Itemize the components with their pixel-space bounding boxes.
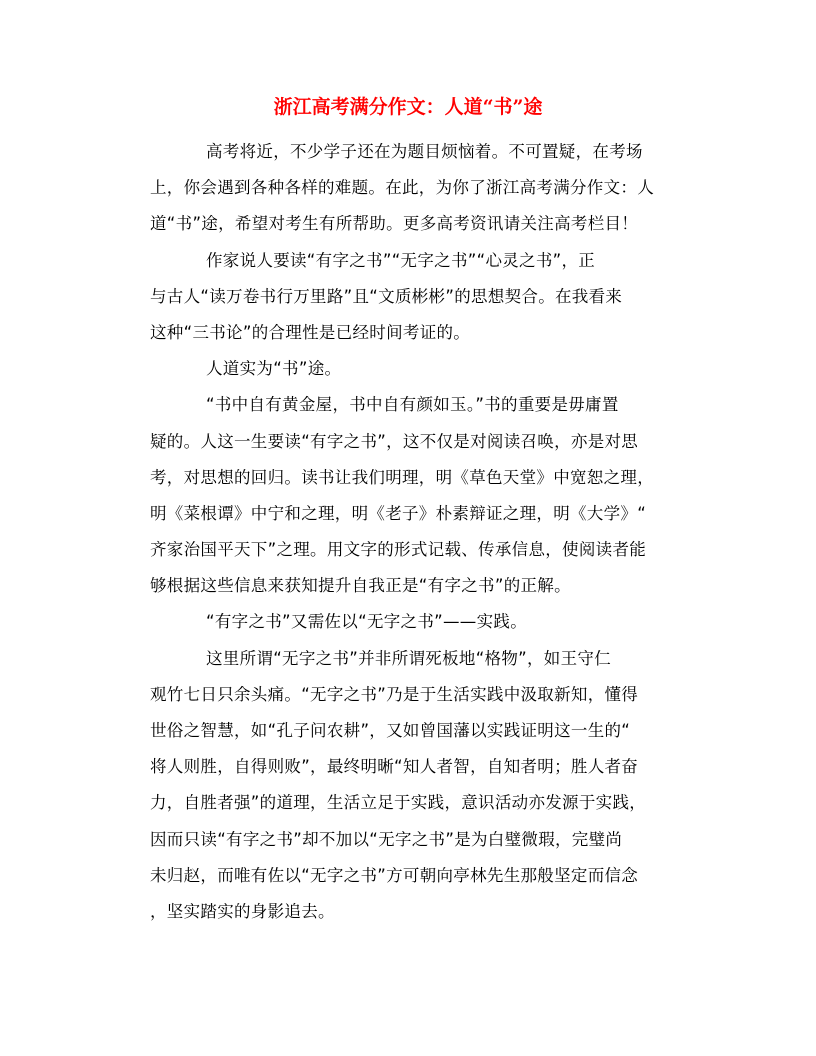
page-title: 浙江高考满分作文：人道“书”途 — [273, 96, 543, 118]
paragraph-line: 因而只读“有字之书”却不加以“无字之书”是为白璧微瑕，完璧尚 — [150, 829, 623, 849]
paragraph-line: 疑的。人这一生要读“有字之书”，这不仅是对阅读召唤，亦是对思 — [150, 431, 639, 451]
paragraph-line: 这里所谓“无字之书”并非所谓死板地“格物”，如王守仁 — [206, 648, 611, 668]
paragraph-line: 上，你会遇到各种各样的难题。在此，为你了浙江高考满分作文：人 — [150, 178, 654, 198]
paragraph-line: 够根据这些信息来获知提升自我正是“有字之书”的正解。 — [150, 576, 571, 596]
paragraph-line: 这种“三书论”的合理性是已经时间考证的。 — [150, 322, 471, 342]
document-body — [150, 138, 690, 934]
paragraph-line: 道“书”途，希望对考生有所帮助。更多高考资讯请关注高考栏目！ — [150, 214, 639, 234]
paragraph-line: 齐家治国平天下”之理。用文字的形式记载、传承信息，使阅读者能 — [150, 540, 647, 560]
paragraph-line: 力，自胜者强”的道理，生活立足于实践，意识活动亦发源于实践， — [150, 793, 647, 813]
paragraph-line: 人道实为“书”途。 — [206, 359, 342, 379]
paragraph-line: ，坚实踏实的身影追去。 — [150, 901, 335, 921]
paragraph-line: 明《菜根谭》中宁和之理，明《老子》朴素辩证之理，明《大学》“ — [150, 503, 647, 523]
paragraph-line: 将人则胜，自得则败”，最终明晰“知人者智，自知者明；胜人者奋 — [150, 757, 639, 777]
paragraph-line: “书中自有黄金屋，书中自有颜如玉。”书的重要是毋庸置 — [206, 395, 619, 415]
paragraph-line: 高考将近，不少学子还在为题目烦恼着。不可置疑，在考场 — [206, 142, 643, 161]
paragraph-line: 世俗之智慧，如“孔子问农耕”，又如曾国藩以实践证明这一生的“ — [150, 721, 631, 740]
paragraph-line: “有字之书”又需佐以“无字之书”——实践。 — [206, 612, 527, 632]
paragraph-line: 考，对思想的回归。读书让我们明理，明《草色天堂》中宽恕之理， — [150, 467, 654, 487]
paragraph-line: 作家说人要读“有字之书”“无字之书”“心灵之书”，正 — [206, 250, 596, 270]
paragraph-line: 未归赵，而唯有佐以“无字之书”方可朝向亭林先生那般坚定而信念 — [150, 865, 639, 885]
paragraph-line: 观竹七日只余头痛。“无字之书”乃是于生活实践中汲取新知，懂得 — [150, 684, 639, 704]
paragraph-line: 与古人“读万卷书行万里路”且“文质彬彬”的思想契合。在我看来 — [150, 286, 623, 306]
